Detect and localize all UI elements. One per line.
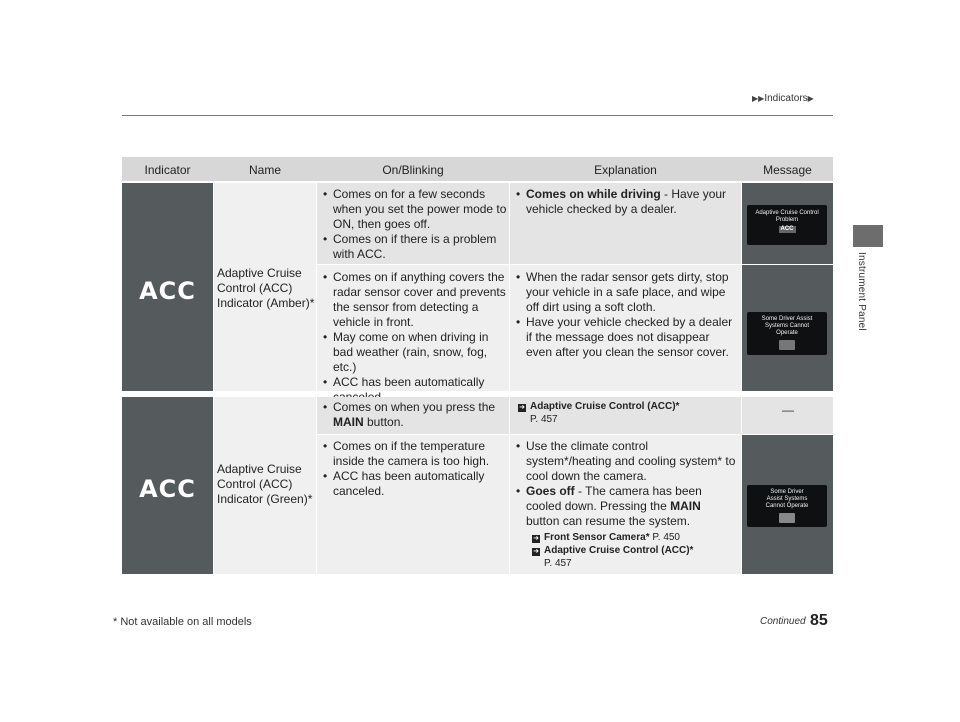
camera-icon <box>779 513 795 523</box>
ref-title: Adaptive Cruise Control (ACC)* <box>530 401 680 412</box>
list-item: • Comes on if anything covers the radar sensor cover and prevents the sensor from detecting a vehicle in front. <box>323 270 507 330</box>
reference-arrow-icon: ➜ <box>519 404 525 411</box>
page-number: 85 <box>810 612 828 629</box>
ref-page: P. 457 <box>530 414 558 425</box>
expl-text: - The camera has been cooled down. Pressing the <box>526 484 702 513</box>
on-text-rest: button. <box>363 415 404 429</box>
name-amber-line1: Adaptive Cruise <box>217 266 302 280</box>
column-header-message: Message <box>763 163 812 177</box>
msg-line: Cannot Operate <box>765 503 809 509</box>
list-item: • Comes on if there is a problem with ACC. <box>323 232 507 262</box>
expl-text: button can resume the system. <box>526 514 691 528</box>
on-amber-row2 <box>323 270 507 405</box>
list-item <box>323 400 507 430</box>
list-item <box>516 187 736 217</box>
section-label: Instrument Panel <box>856 252 867 331</box>
expl-green-row2 <box>516 439 736 570</box>
name-green-line1: Adaptive Cruise <box>217 462 302 476</box>
acc-amber-icon: ACC <box>139 277 196 305</box>
column-header-explanation: Explanation <box>594 163 657 177</box>
on-green-row2 <box>323 439 507 499</box>
acc-badge-icon: ACC <box>780 226 794 232</box>
ref-title: Adaptive Cruise Control (ACC)* <box>544 545 694 556</box>
table-header <box>122 157 833 181</box>
no-message-dash: — <box>782 403 794 417</box>
column-header-indicator: Indicator <box>144 163 191 177</box>
goes-off-bold: Goes off <box>526 484 575 498</box>
section-tab <box>853 225 883 247</box>
name-amber-line3: Indicator (Amber)* <box>217 296 315 310</box>
radar-sensor-icon <box>779 340 795 350</box>
message-screen-camera <box>747 485 827 527</box>
expl-amber-row1 <box>516 187 736 217</box>
acc-green-icon: ACC <box>139 475 196 503</box>
column-header-name: Name <box>248 163 281 177</box>
list-item: • Comes on for a few seconds when you set the power mode to ON, then goes off. <box>323 187 507 232</box>
list-item: • May come on when driving in bad weather (rain, snow, fog, etc.) <box>323 330 507 375</box>
msg-green-row2-cell <box>742 435 833 574</box>
indicator-green-cell <box>122 397 213 574</box>
indicator-amber-cell <box>122 183 213 391</box>
on-green-row1 <box>323 400 507 430</box>
expl-amber-row2 <box>516 270 736 360</box>
list-item <box>516 484 736 529</box>
continued-label: Continued <box>760 616 806 627</box>
double-arrow-icon: ▶▶ <box>752 94 765 103</box>
msg-line: Some Driver Assist <box>761 316 813 322</box>
name-amber-line2: Control (ACC) <box>217 281 293 295</box>
expl-green-row1 <box>516 400 736 426</box>
name-green-line2: Control (ACC) <box>217 477 293 491</box>
main-bold: MAIN <box>333 415 364 429</box>
on-amber-row1 <box>323 187 507 262</box>
ref-page: P. 457 <box>544 558 572 569</box>
msg-line: Some Driver <box>770 489 804 495</box>
msg-line: Assist Systems <box>766 496 808 502</box>
msg-amber-row1-cell <box>742 183 833 264</box>
breadcrumb <box>752 93 814 104</box>
name-green <box>217 462 312 507</box>
list-item: • ACC has been automatically canceled. <box>323 469 507 499</box>
list-item: • Have your vehicle checked by a dealer if the message does not disappear even after you clean the sensor cover. <box>516 315 736 360</box>
ref-title: Front Sensor Camera* <box>544 532 650 543</box>
expl-bold: Comes on while driving <box>526 187 661 201</box>
list-item: • When the radar sensor gets dirty, stop your vehicle in a safe place, and wipe off dirt using a soft cloth. <box>516 270 736 315</box>
name-green-line3: Indicator (Green)* <box>217 492 313 506</box>
msg-line: Systems Cannot <box>764 323 810 329</box>
on-text: Comes on when you press the <box>333 400 496 414</box>
name-amber <box>217 266 314 311</box>
reference-arrow-icon: ➜ <box>533 548 539 555</box>
message-screen-driver-assist <box>747 312 827 355</box>
msg-line: Operate <box>776 330 798 336</box>
msg-line: Problem <box>775 217 799 223</box>
msg-amber-row2-cell <box>742 265 833 391</box>
list-item: • ACC has been automatically <box>323 375 507 405</box>
list-item: • Use the climate control system*/heating and cooling system* to cool down the camera. <box>516 439 736 484</box>
cross-reference-link[interactable] <box>516 531 736 544</box>
msg-line: Adaptive Cruise Control <box>755 210 819 216</box>
column-header-on-blinking: On/Blinking <box>382 163 444 177</box>
footnote: * Not available on all models <box>113 616 252 628</box>
main-bold: MAIN <box>670 499 701 513</box>
list-item: • Comes on if the temperature inside the camera is too high. <box>323 439 507 469</box>
cross-reference-link[interactable] <box>516 544 736 570</box>
ref-page: P. 450 <box>652 532 680 543</box>
arrow-icon: ▶ <box>807 94 814 103</box>
expl-rest: - Have your vehicle checked by a dealer. <box>526 187 727 216</box>
breadcrumb-label: Indicators <box>764 93 808 104</box>
top-divider <box>122 115 833 116</box>
msg-green-row1-cell <box>742 397 833 434</box>
message-screen-acc-problem <box>747 205 827 245</box>
reference-arrow-icon: ➜ <box>533 535 539 542</box>
cross-reference-link[interactable] <box>516 400 736 426</box>
